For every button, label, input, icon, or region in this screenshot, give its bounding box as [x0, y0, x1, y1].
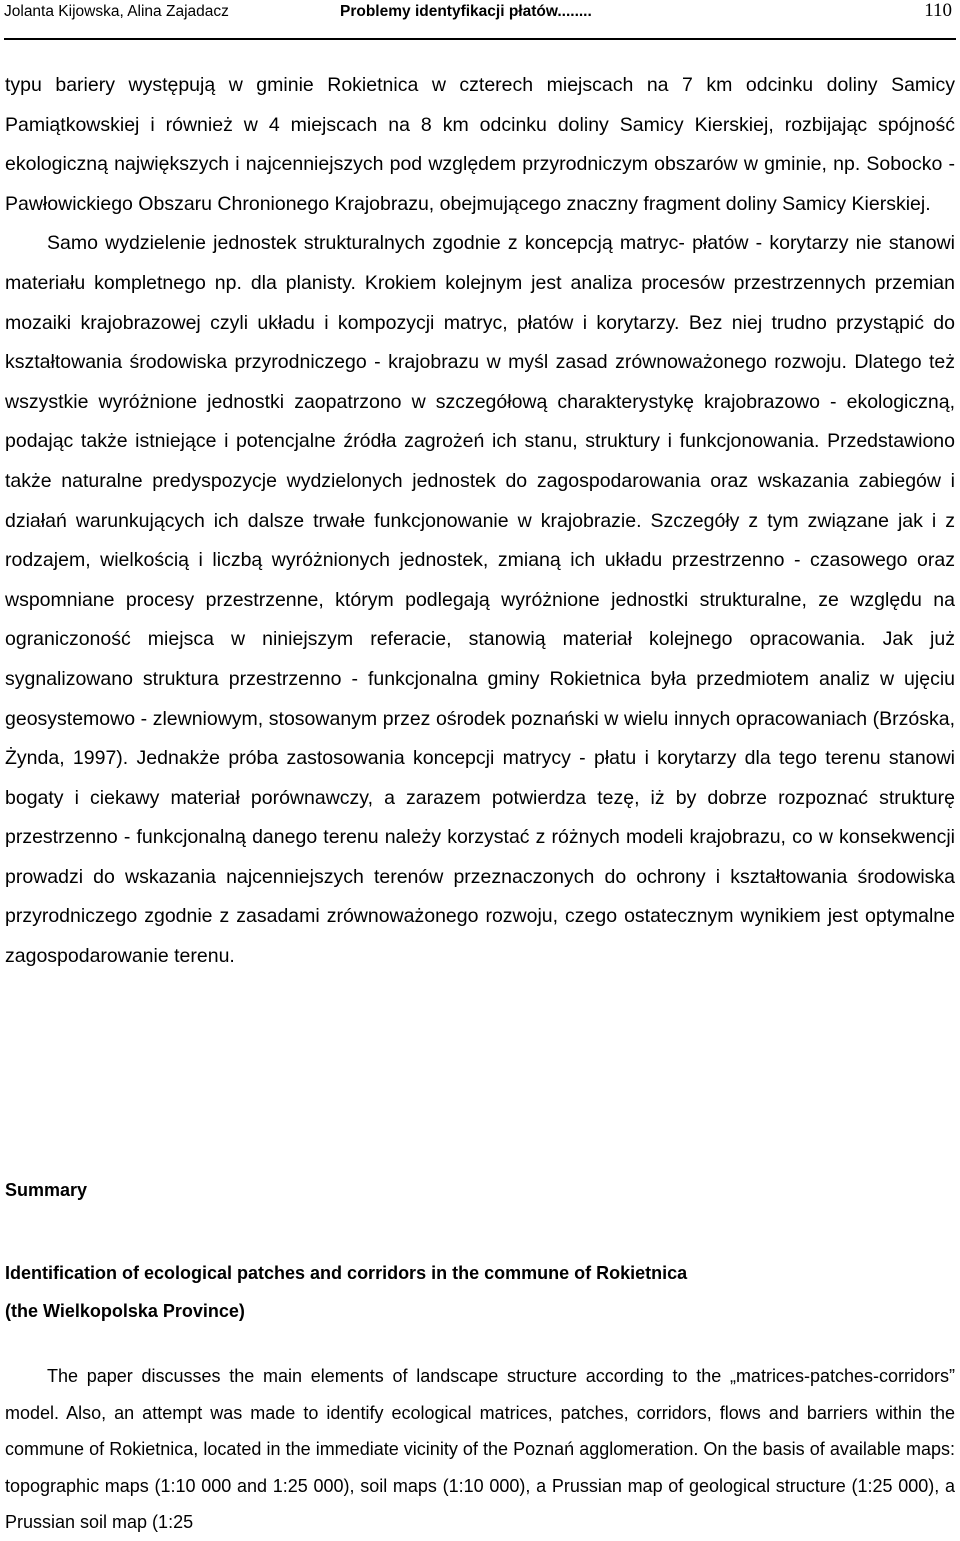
body-paragraph-2: Samo wydzielenie jednostek strukturalnych zgodnie z koncepcją matryc- płatów - korytarzy nie stanowi materiału kompletnego np. dla planisty. Krokiem kolejnym jest analiza procesów przestrzennych przemian mozaiki krajobrazowej czyli układu i kompozycji matryc, płatów i korytarzy. Bez niej trudno przystąpić do kształtowania środowiska przyrodniczego - krajobrazu w myśl zasad zrównoważonego rozwoju. Dlatego też wszystkie wyróżnione jednostki zaopatrzono w szczegółową charakterystykę krajobrazowo - ekologiczną, podając także istniejące i potencjalne źródła zagrożeń ich stanu, struktury i funkcjonowania. Przedstawiono także naturalne predyspozycje wydzielonych jednostek do zagospodarowania oraz wskazania zabiegów i działań warunkujących ich dalsze trwałe funkcjonowanie w krajobrazie. Szczegóły z tym związane jak i z rodzajem, wielkością i liczbą wyróżnionych jednostek, zmianą ich układu przestrzenno - czasowego oraz wspomniane procesy przestrzenne, którym podlegają wyróżnione jednostki strukturalne, ze względu na ograniczoność miejsca w niniejszym referacie, stanowią materiał kolejnego opracowania. Jak już sygnalizowano struktura przestrzenno - funkcjonalna gminy Rokietnica była przedmiotem analiz w ujęciu geosystemowo - zlewniowym, stosowanym przez ośrodek poznański w wielu innych opracowaniach (Brzóska, Żynda, 1997). Jednakże próba zastosowania koncepcji matrycy - płatu i korytarzy dla tego terenu stanowi bogaty i ciekawy materiał porównawczy, a zarazem potwierdza tezę, iż by dobrze rozpoznać strukturę przestrzenno - funkcjonalną danego terenu należy korzystać z różnych modeli krajobrazu, co w konsekwencji prowadzi do wskazania najcenniejszych terenów przeznaczonych do ochrony i kształtowania środowiska przyrodniczego zgodnie z zasadami zrównoważonego rozwoju, czego ostatecznym wynikiem jest optymalne zagospodarowanie terenu.	[5, 232, 955, 968]
page-number: 110	[924, 0, 952, 21]
main-text	[5, 66, 955, 977]
body-paragraph-1: typu bariery występują w gminie Rokietnica w czterech miejscach na 7 km odcinku doliny Samicy Pamiątkowskiej i również w 4 miejscach na 8 km odcinku doliny Samicy Kierskiej, rozbijając spójność ekologiczną największych i najcenniejszych pod względem przyrodniczym obszarów w gminie, np. Sobocko - Pawłowickiego Obszaru Chronionego Krajobrazu, obejmującego znaczny fragment doliny Samicy Kierskiej.	[5, 74, 955, 215]
summary-heading: Summary	[5, 1180, 88, 1200]
summary-title	[5, 1254, 955, 1330]
summary-title-line-2: (the Wielkopolska Province)	[5, 1301, 245, 1321]
summary-title-line-1: Identification of ecological patches and corridors in the commune of Rokietnica	[5, 1263, 688, 1283]
header-authors: Jolanta Kijowska, Alina Zajadacz	[4, 3, 229, 20]
summary-abstract: The paper discusses the main elements of landscape structure according to the „matrices-patches-corridors” model. Also, an attempt was made to identify ecological matrices, patches, corridors, flows and barriers within the commune of Rokietnica, located in the immediate vicinity of the Poznań agglomeration. On the basis of available maps: topographic maps (1:10 000 and 1:25 000), soil maps (1:10 000), a Prussian map of geological structure (1:25 000), a Prussian soil map (1:25	[5, 1366, 955, 1532]
page-header	[4, 2, 956, 36]
header-title: Problemy identyfikacji płatów........	[340, 3, 592, 20]
header-divider	[4, 38, 956, 40]
